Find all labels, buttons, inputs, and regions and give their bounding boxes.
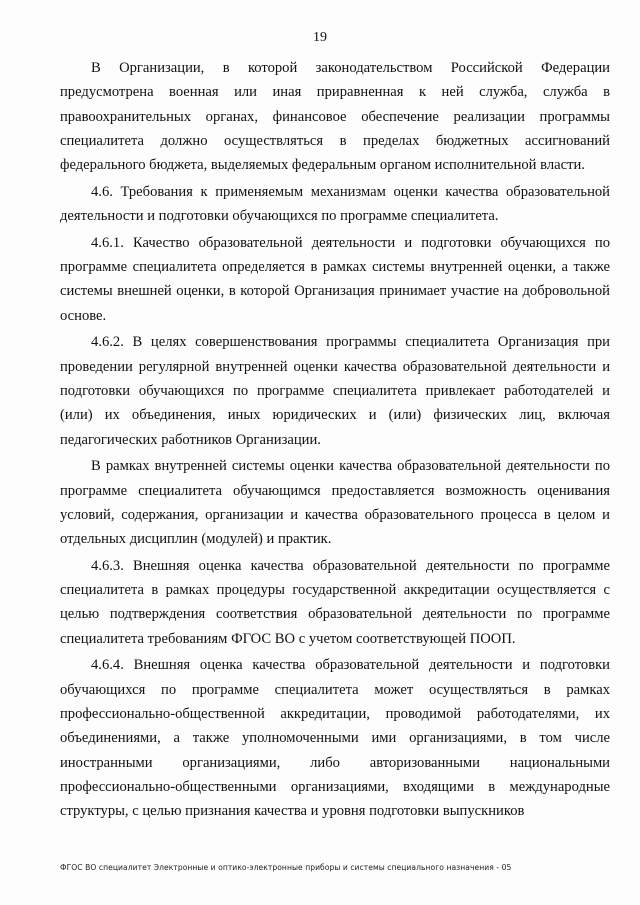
- paragraph-4-6-2: 4.6.2. В целях совершенствования программы специалитета Организация при проведении регулярной внутренней оценки качества образовательной деятельности и подготовки обучающихся по программе специалитета привлекает работодателей и (или) их объединения, иных юридических и (или) физических лиц, включая педагогических работников Организации.: [60, 334, 610, 448]
- paragraph-internal-assessment: В рамках внутренней системы оценки качества образовательной деятельности по программе специалитета обучающимся предоставляется возможность оценивания условий, содержания, организации и качества образовательного процесса в целом и отдельных дисциплин (модулей) и практик.: [60, 458, 610, 548]
- document-body: [60, 56, 610, 826]
- paragraph-4-6-4: 4.6.4. Внешняя оценка качества образовательной деятельности и подготовки обучающихся по программе специалитета может осуществляться в рамках профессионально-общественной аккредитации, проводимой работодателями, их объединениями, а также уполномоченными ими организациями, в том числе иностранными организациями, либо авторизованными национальными профессионально-общественными организациями, входящими в международные структуры, с целью признания качества и уровня подготовки выпускников: [60, 657, 610, 820]
- page-footer: ФГОС ВО специалитет Электронные и оптико-электронные приборы и системы специального назначения - 05: [60, 863, 512, 872]
- page-number: 19: [313, 30, 327, 45]
- paragraph-4-6: 4.6. Требования к применяемым механизмам оценки качества образовательной деятельности и подготовки обучающихся по программе специалитета.: [60, 183, 610, 225]
- paragraph-4-6-3: 4.6.3. Внешняя оценка качества образовательной деятельности по программе специалитета в рамках процедуры государственной аккредитации осуществляется с целью подтверждения соответствия образовательной деятельности по программе специалитета требованиям ФГОС ВО с учетом соответствующей ПООП.: [60, 557, 610, 647]
- paragraph-4-6-1: 4.6.1. Качество образовательной деятельности и подготовки обучающихся по программе специалитета определяется в рамках системы внутренней оценки, а также системы внешней оценки, в которой Организация принимает участие на добровольной основе.: [60, 234, 610, 324]
- paragraph-organization-funding: В Организации, в которой законодательством Российской Федерации предусмотрена военная или иная приравненная к ней служба, служба в правоохранительных органах, финансовое обеспечение реализации программы специалитета должно осуществляться в пределах бюджетных ассигнований федерального бюджета, выделяемых федеральным органом исполнительной власти.: [60, 60, 610, 174]
